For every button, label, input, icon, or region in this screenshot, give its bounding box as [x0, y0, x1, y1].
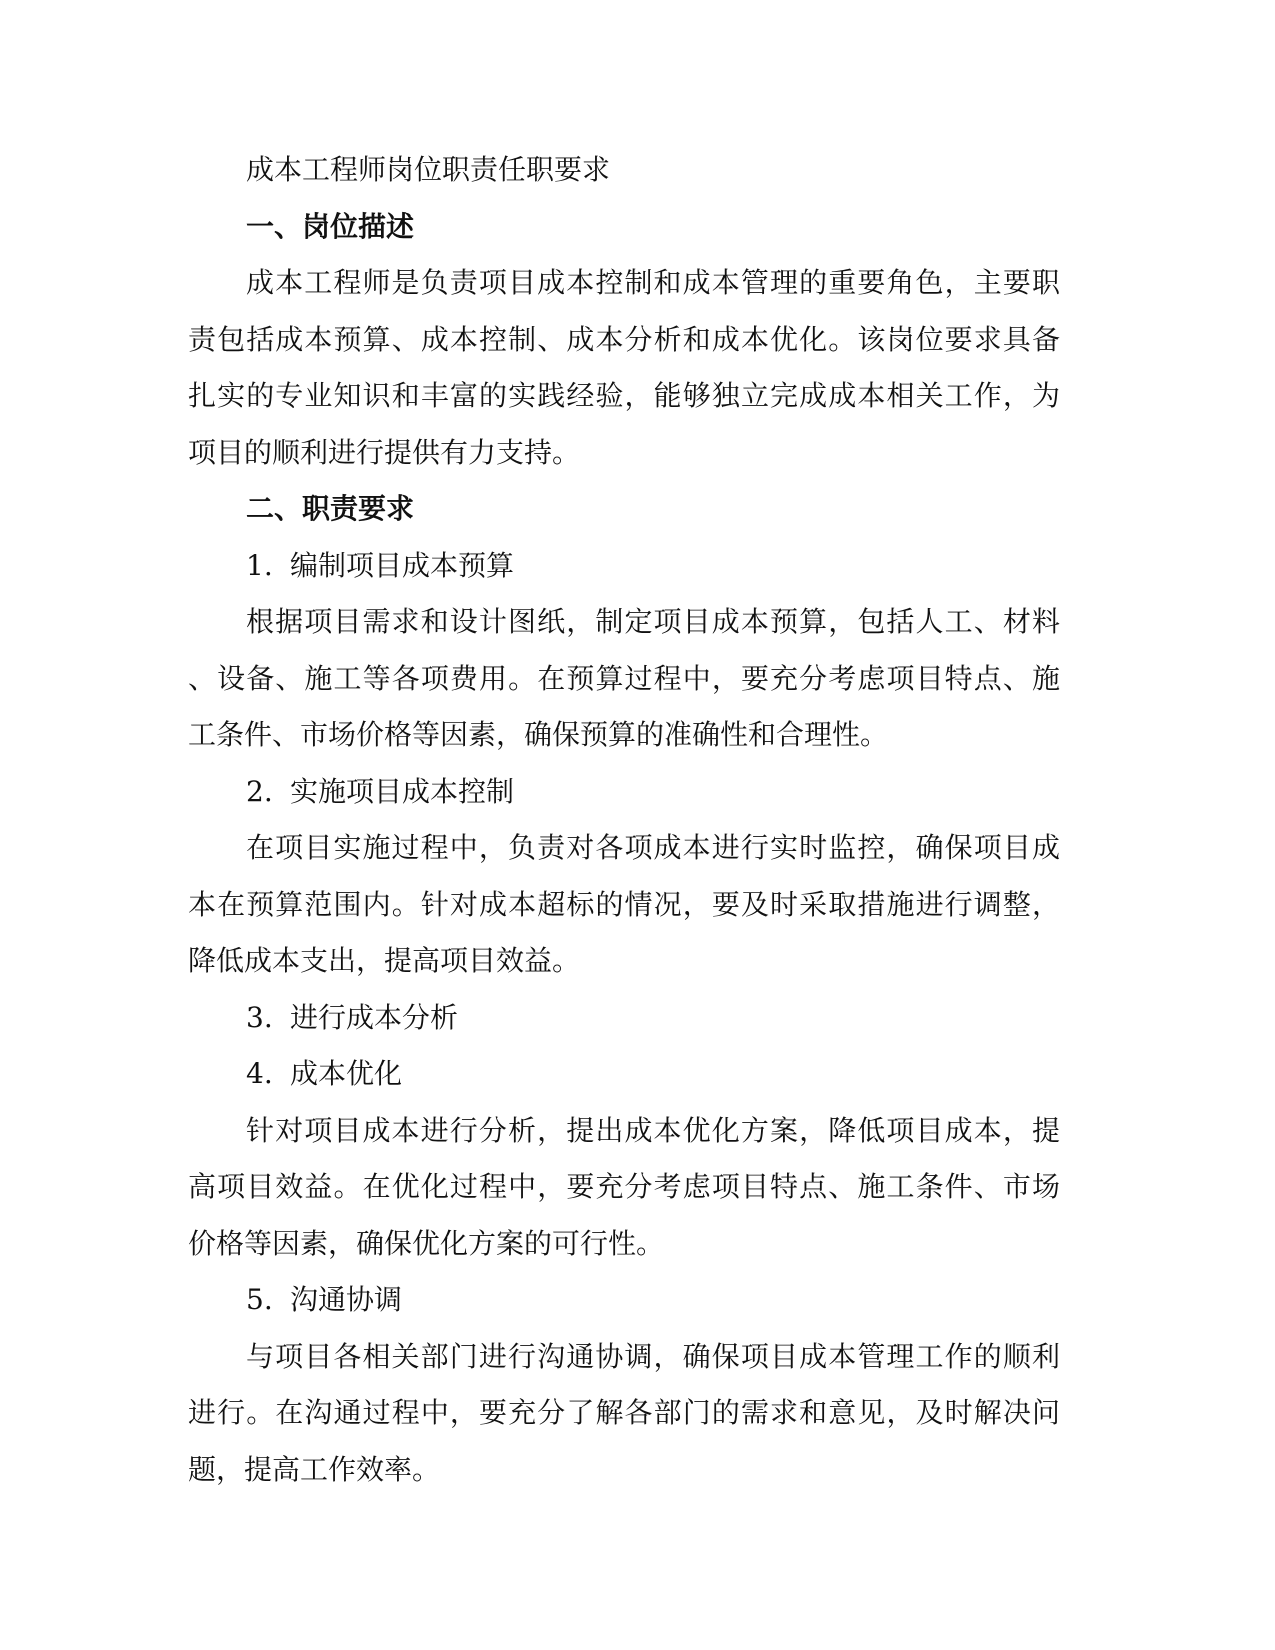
- paragraph-line: 责包括成本预算、成本控制、成本分析和成本优化。该岗位要求具备: [188, 322, 1060, 356]
- paragraph-line: 、设备、施工等各项费用。在预算过程中，要充分考虑项目特点、施: [188, 661, 1060, 695]
- paragraph-line: 针对项目成本进行分析，提出成本优化方案，降低项目成本，提: [246, 1113, 1060, 1147]
- paragraph-line: 降低成本支出，提高项目效益。: [188, 944, 581, 977]
- document-title: 成本工程师岗位职责任职要求: [246, 153, 611, 186]
- list-item-number: 5.: [246, 1283, 273, 1316]
- list-item-number: 4.: [246, 1057, 273, 1090]
- paragraph-line: 本在预算范围内。针对成本超标的情况，要及时采取措施进行调整，: [188, 887, 1060, 921]
- list-item-heading: [188, 1272, 1060, 1329]
- document-body: [188, 142, 1060, 1498]
- list-item-heading: [188, 538, 1060, 595]
- list-item-title: 成本优化: [290, 1057, 403, 1090]
- paragraph-line: 与项目各相关部门进行沟通协调，确保项目成本管理工作的顺利: [246, 1339, 1060, 1373]
- paragraph-line: 题，提高工作效率。: [188, 1452, 441, 1486]
- list-item-title: 沟通协调: [290, 1283, 403, 1316]
- paragraph-line: 扎实的专业知识和丰富的实践经验，能够独立完成成本相关工作，为: [188, 379, 1060, 412]
- list-item-title: 进行成本分析: [290, 1000, 459, 1034]
- section-heading-responsibilities: 二、职责要求: [246, 492, 415, 525]
- list-item-heading: [188, 1046, 1060, 1103]
- paragraph-line: 成本工程师是负责项目成本控制和成本管理的重要角色，主要职: [246, 266, 1060, 299]
- paragraph-line: 工条件、市场价格等因素，确保预算的准确性和合理性。: [188, 718, 889, 751]
- paragraph-line: 价格等因素，确保优化方案的可行性。: [188, 1226, 665, 1260]
- list-item-heading: [188, 764, 1060, 821]
- list-item-heading: [188, 990, 1060, 1047]
- paragraph-line: 根据项目需求和设计图纸，制定项目成本预算，包括人工、材料: [246, 605, 1060, 638]
- paragraph-line: 项目的顺利进行提供有力支持。: [188, 435, 581, 469]
- paragraph-line: 进行。在沟通过程中，要充分了解各部门的需求和意见，及时解决问: [188, 1396, 1060, 1429]
- paragraph-line: 在项目实施过程中，负责对各项成本进行实时监控，确保项目成: [246, 831, 1060, 864]
- list-item-title: 实施项目成本控制: [290, 774, 515, 808]
- section-heading-job-description: 一、岗位描述: [246, 209, 415, 243]
- list-item-title: 编制项目成本预算: [290, 548, 515, 582]
- list-item-number: 2.: [246, 774, 273, 808]
- list-item-number: 1.: [246, 548, 273, 582]
- paragraph-line: 高项目效益。在优化过程中，要充分考虑项目特点、施工条件、市场: [188, 1170, 1060, 1203]
- list-item-number: 3.: [246, 1000, 273, 1034]
